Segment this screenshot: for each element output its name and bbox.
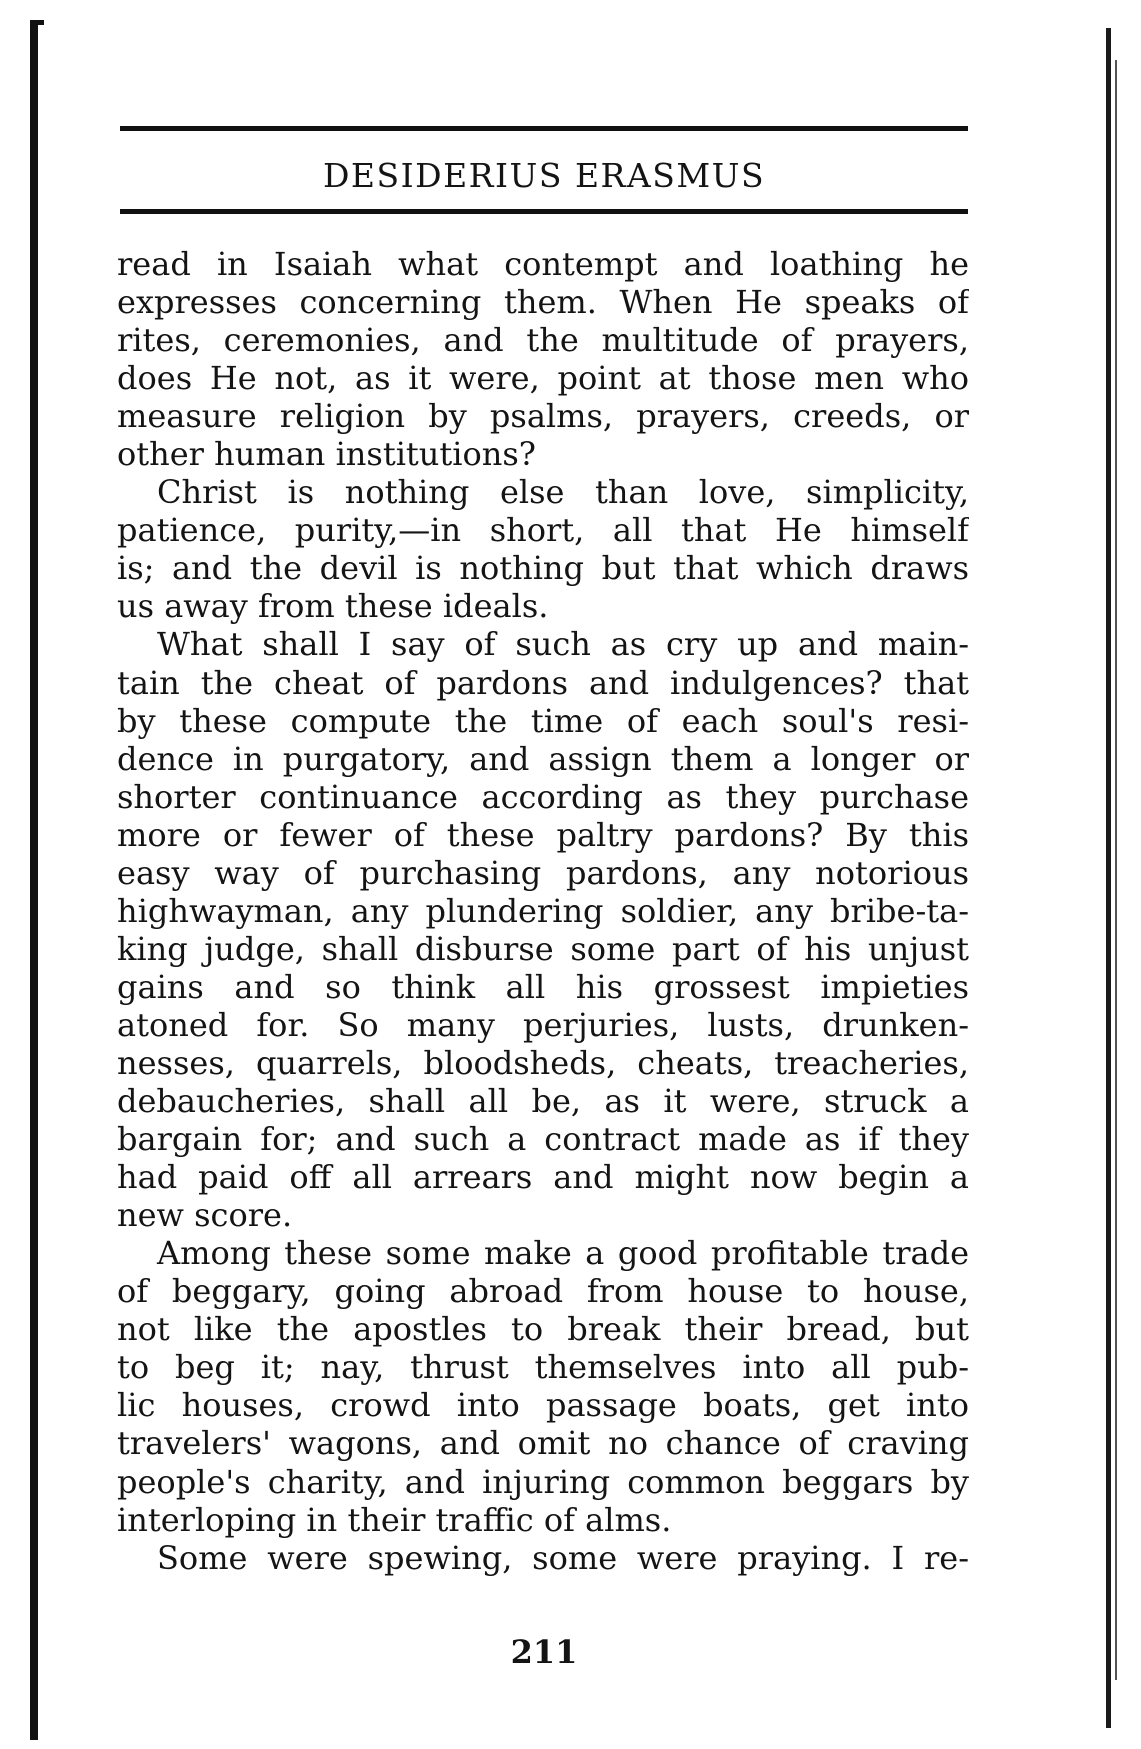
text-line: more or fewer of these paltry pardons? By this (117, 815, 969, 854)
text-line: travelers' wagons, and omit no chance of craving (117, 1424, 969, 1463)
text-line: tain the cheat of pardons and indulgences? that (117, 663, 969, 702)
text-line: read in Isaiah what contempt and loathing he (117, 245, 969, 283)
text-line: debaucheries, shall all be, as it were, struck a (117, 1082, 969, 1121)
text-line: of beggary, going abroad from house to house, (117, 1272, 969, 1311)
text-line: king judge, shall disburse some part of his unjust (117, 929, 969, 968)
text-line: patience, purity,—in short, all that He himself (117, 511, 969, 550)
text-line: lic houses, crowd into passage boats, get into (117, 1386, 969, 1425)
text-line: dence in purgatory, and assign them a longer or (117, 739, 969, 778)
text-line: not like the apostles to break their bread, but (117, 1310, 969, 1349)
text-line: other human institutions? (117, 435, 536, 474)
text-line: by these compute the time of each soul's resi- (117, 701, 969, 740)
page-right-border-inner (1115, 60, 1117, 1680)
text-line: What shall I say of such as cry up and main- (157, 625, 969, 664)
text-line: people's charity, and injuring common beggars by (117, 1462, 969, 1501)
text-line: does He not, as it were, point at those men who (117, 359, 969, 398)
text-line: had paid off all arrears and might now begin a (117, 1158, 969, 1197)
text-line: easy way of purchasing pardons, any notorious (117, 853, 969, 892)
text-line: nesses, quarrels, bloodsheds, cheats, treacheries, (117, 1043, 969, 1082)
text-line: atoned for. So many perjuries, lusts, drunken- (117, 1005, 969, 1044)
text-line: expresses concerning them. When He speaks of (117, 283, 969, 322)
text-line: Among these some make a good profitable trade (157, 1234, 969, 1273)
text-line: highwayman, any plundering soldier, any bribe-ta- (117, 891, 969, 930)
page-left-border-cap (30, 20, 44, 25)
text-line: shorter continuance according as they purchase (117, 777, 969, 816)
text-line: rites, ceremonies, and the multitude of prayers, (117, 321, 969, 360)
text-line: Christ is nothing else than love, simplicity, (157, 473, 969, 512)
page-number: 211 (510, 1633, 578, 1671)
text-line: gains and so think all his grossest impieties (117, 967, 969, 1006)
text-line: Some were spewing, some were praying. I re- (157, 1538, 969, 1577)
body-text (117, 245, 969, 1577)
running-head: DESIDERIUS ERASMUS (322, 156, 766, 195)
header-rule-top (120, 126, 968, 131)
text-line: is; and the devil is nothing but that which draws (117, 549, 969, 588)
page-right-border (1106, 28, 1111, 1728)
header-rule-bottom (120, 209, 968, 214)
text-line: us away from these ideals. (117, 587, 549, 626)
text-line: bargain for; and such a contract made as if they (117, 1120, 969, 1159)
page-left-border (30, 20, 38, 1740)
text-line: measure religion by psalms, prayers, creeds, or (117, 397, 969, 436)
text-line: interloping in their traffic of alms. (117, 1500, 672, 1539)
text-line: new score. (117, 1196, 293, 1235)
text-line: to beg it; nay, thrust themselves into all pub- (117, 1348, 969, 1387)
